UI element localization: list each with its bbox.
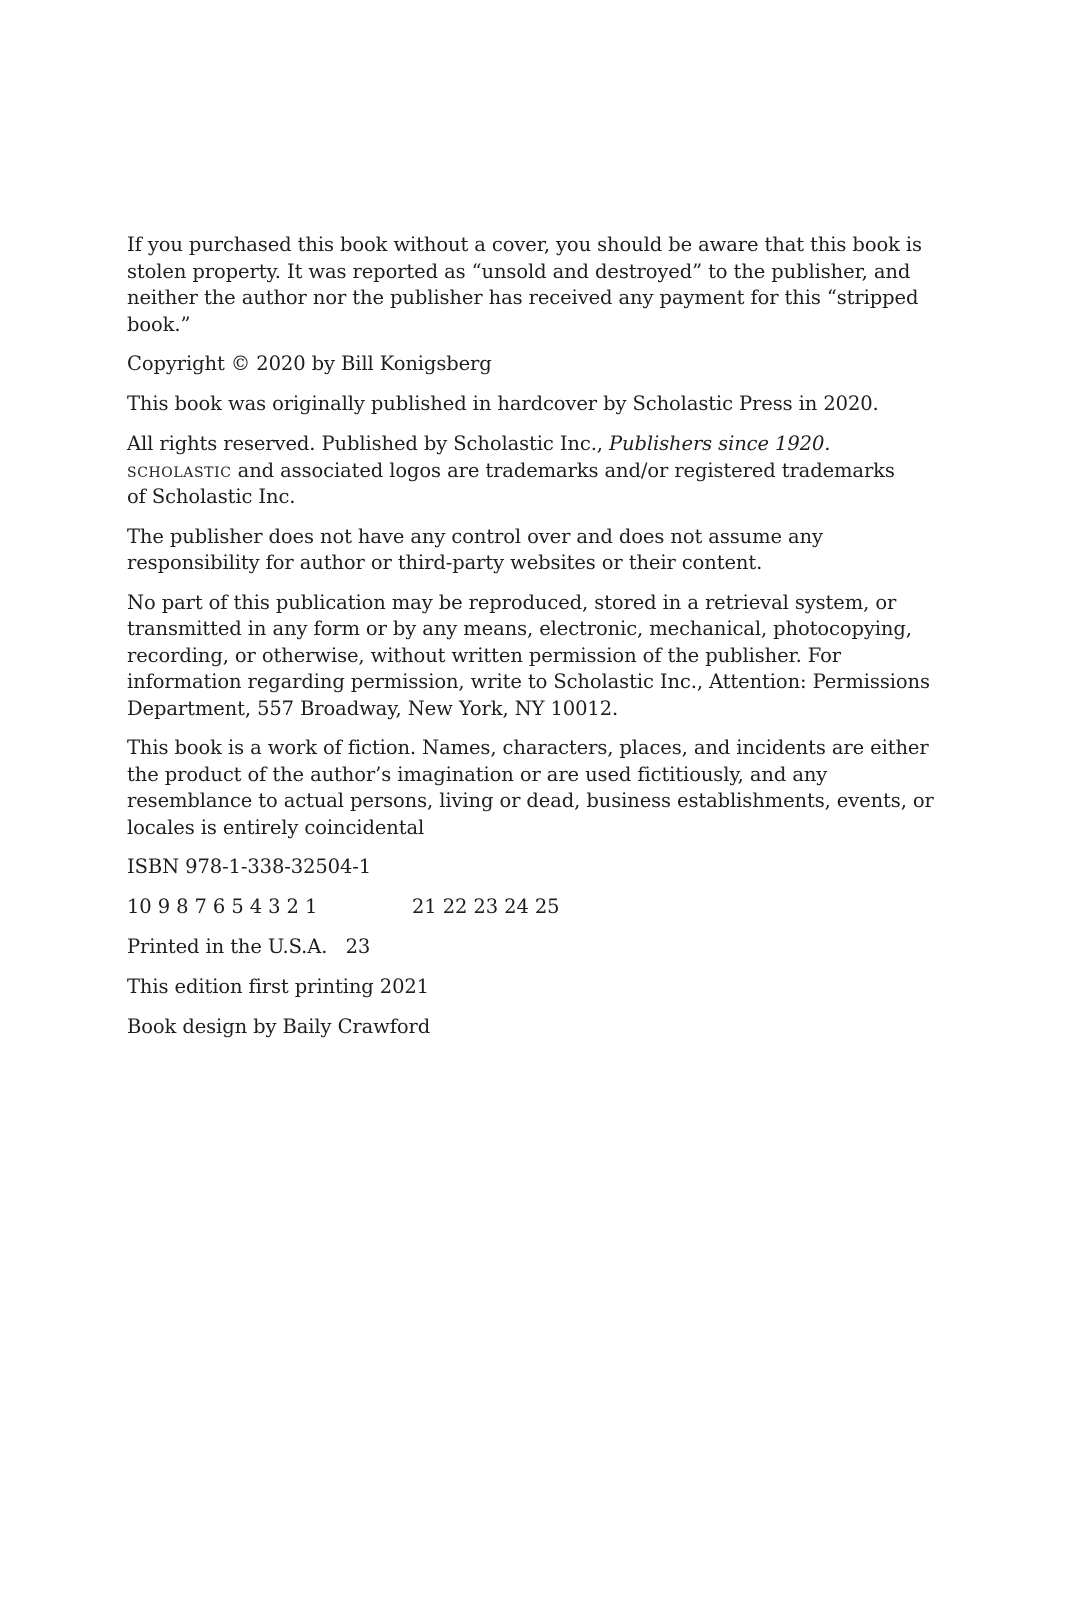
reproduction-notice [127,590,930,723]
text-line: information regarding permission, write to Scholastic Inc., Attention: Permissions [127,670,930,693]
text-line: No part of this publication may be reproduced, stored in a retrieval system, or [127,590,897,614]
book-design-line: Book design by Baily Crawford [127,1015,431,1038]
rights-text: All rights reserved. Published by Scholastic Inc., [127,432,610,455]
printing-line [127,894,927,921]
scholastic-trademark: scholastic [127,458,232,482]
publishers-since-text: Publishers since 1920. [609,432,831,455]
copyright-line: Copyright © 2020 by Bill Konigsberg [127,352,492,375]
text-line: book.” [127,312,191,336]
text-line: If you purchased this book without a cover, you should be aware that this book is [127,233,922,256]
printed-in-line: Printed in the U.S.A. 23 [127,935,371,958]
rights-line-2 [127,458,927,485]
text-line: locales is entirely coincidental [127,815,425,839]
rights-line-3: of Scholastic Inc. [127,485,296,508]
isbn-line: ISBN 978-1-338-32504-1 [127,855,372,878]
text-line: neither the author nor the publisher has received any payment for this “stripped [127,286,919,309]
year-numbers: 21 22 23 24 25 [412,895,560,918]
text-line: responsibility for author or third-party websites or their content. [127,551,763,574]
stripped-book-notice [127,232,927,338]
text-line: stolen property. It was reported as “unsold and destroyed” to the publisher, and [127,259,911,283]
rights-notice [127,431,927,511]
trademark-text: and associated logos are trademarks and/or registered trademarks [231,458,895,482]
printing-numbers: 10 9 8 7 6 5 4 3 2 1 [127,895,318,918]
copyright-page [127,232,934,1054]
text-line: Department, 557 Broadway, New York, NY 10012. [127,696,619,720]
text-line: the product of the author’s imagination or are used fictitiously, and any [127,762,828,786]
edition-line: This edition first printing 2021 [127,975,429,998]
text-line: The publisher does not have any control over and does not assume any [127,524,823,548]
text-line: recording, or otherwise, without written permission of the publisher. For [127,643,842,667]
text-line: transmitted in any form or by any means, electronic, mechanical, photocopying, [127,617,912,640]
text-line: resemblance to actual persons, living or dead, business establishments, events, or [127,789,934,812]
original-publication-line: This book was originally published in hardcover by Scholastic Press in 2020. [127,392,879,415]
rights-line-1 [127,431,927,458]
third-party-notice [127,524,927,577]
text-line: This book is a work of fiction. Names, characters, places, and incidents are either [127,736,929,759]
fiction-notice [127,735,934,841]
